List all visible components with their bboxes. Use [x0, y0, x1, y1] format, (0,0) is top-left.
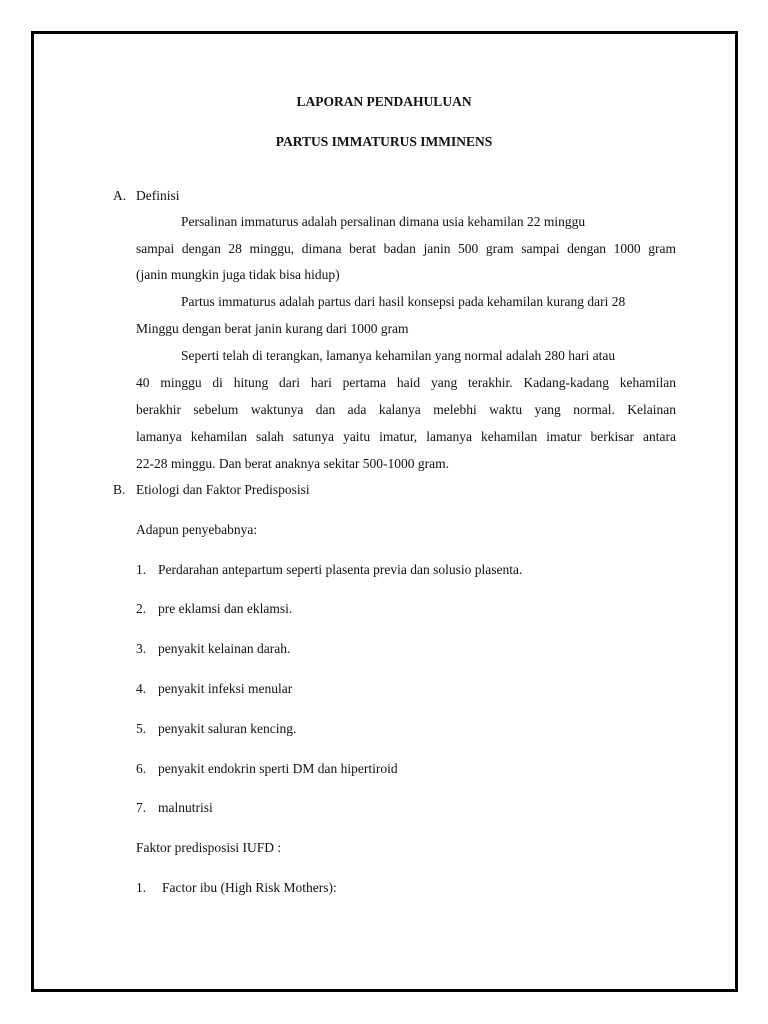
- list-item: penyakit endokrin sperti DM dan hipertiroid: [158, 761, 398, 776]
- document-subtitle: PARTUS IMMATURUS IMMINENS: [275, 134, 493, 149]
- paragraph-line: Persalinan immaturus adalah persalinan dimana usia kehamilan 22 minggu: [181, 214, 586, 229]
- list-item-number: 1.: [136, 880, 147, 895]
- paragraph-line: lamanya kehamilan salah satunya yaitu imatur, lamanya kehamilan imatur berkisar antara: [136, 429, 676, 444]
- list-item-number: 6.: [136, 761, 147, 776]
- paragraph-line: Seperti telah di terangkan, lamanya kehamilan yang normal adalah 280 hari atau: [181, 348, 616, 363]
- paragraph-line: Minggu dengan berat janin kurang dari 1000 gram: [136, 321, 409, 336]
- list-item-number: 5.: [136, 721, 147, 736]
- section-a-heading: Definisi: [136, 188, 180, 203]
- paragraph-line: Partus immaturus adalah partus dari hasil konsepsi pada kehamilan kurang dari 28: [181, 294, 626, 309]
- list-item: pre eklamsi dan eklamsi.: [158, 601, 293, 616]
- list-item: Factor ibu (High Risk Mothers):: [162, 880, 337, 895]
- paragraph-line: (janin mungkin juga tidak bisa hidup): [136, 267, 340, 282]
- list-item: penyakit infeksi menular: [158, 681, 293, 696]
- list-item: penyakit kelainan darah.: [158, 641, 291, 656]
- predisposition-heading: Faktor predisposisi IUFD :: [136, 840, 282, 855]
- section-b-heading: Etiologi dan Faktor Predisposisi: [136, 482, 310, 497]
- list-item-number: 2.: [136, 601, 147, 616]
- list-item-number: 3.: [136, 641, 147, 656]
- paragraph-line: berakhir sebelum waktunya dan ada kalanya melebhi waktu yang normal. Kelainan: [136, 402, 676, 417]
- list-item: malnutrisi: [158, 800, 213, 815]
- list-item-number: 4.: [136, 681, 147, 696]
- causes-intro: Adapun penyebabnya:: [136, 522, 258, 537]
- document-title: LAPORAN PENDAHULUAN: [296, 94, 472, 109]
- paragraph-line: 40 minggu di hitung dari hari pertama haid yang terakhir. Kadang-kadang kehamilan: [136, 375, 676, 390]
- paragraph-line: 22-28 minggu. Dan berat anaknya sekitar 500-1000 gram.: [136, 456, 450, 471]
- section-b-letter: B.: [113, 482, 126, 497]
- list-item: penyakit saluran kencing.: [158, 721, 297, 736]
- list-item-number: 7.: [136, 800, 147, 815]
- list-item: Perdarahan antepartum seperti plasenta previa dan solusio plasenta.: [158, 562, 523, 577]
- paragraph-line: sampai dengan 28 minggu, dimana berat badan janin 500 gram sampai dengan 1000 gram: [136, 241, 676, 256]
- list-item-number: 1.: [136, 562, 147, 577]
- section-a-letter: A.: [113, 188, 127, 203]
